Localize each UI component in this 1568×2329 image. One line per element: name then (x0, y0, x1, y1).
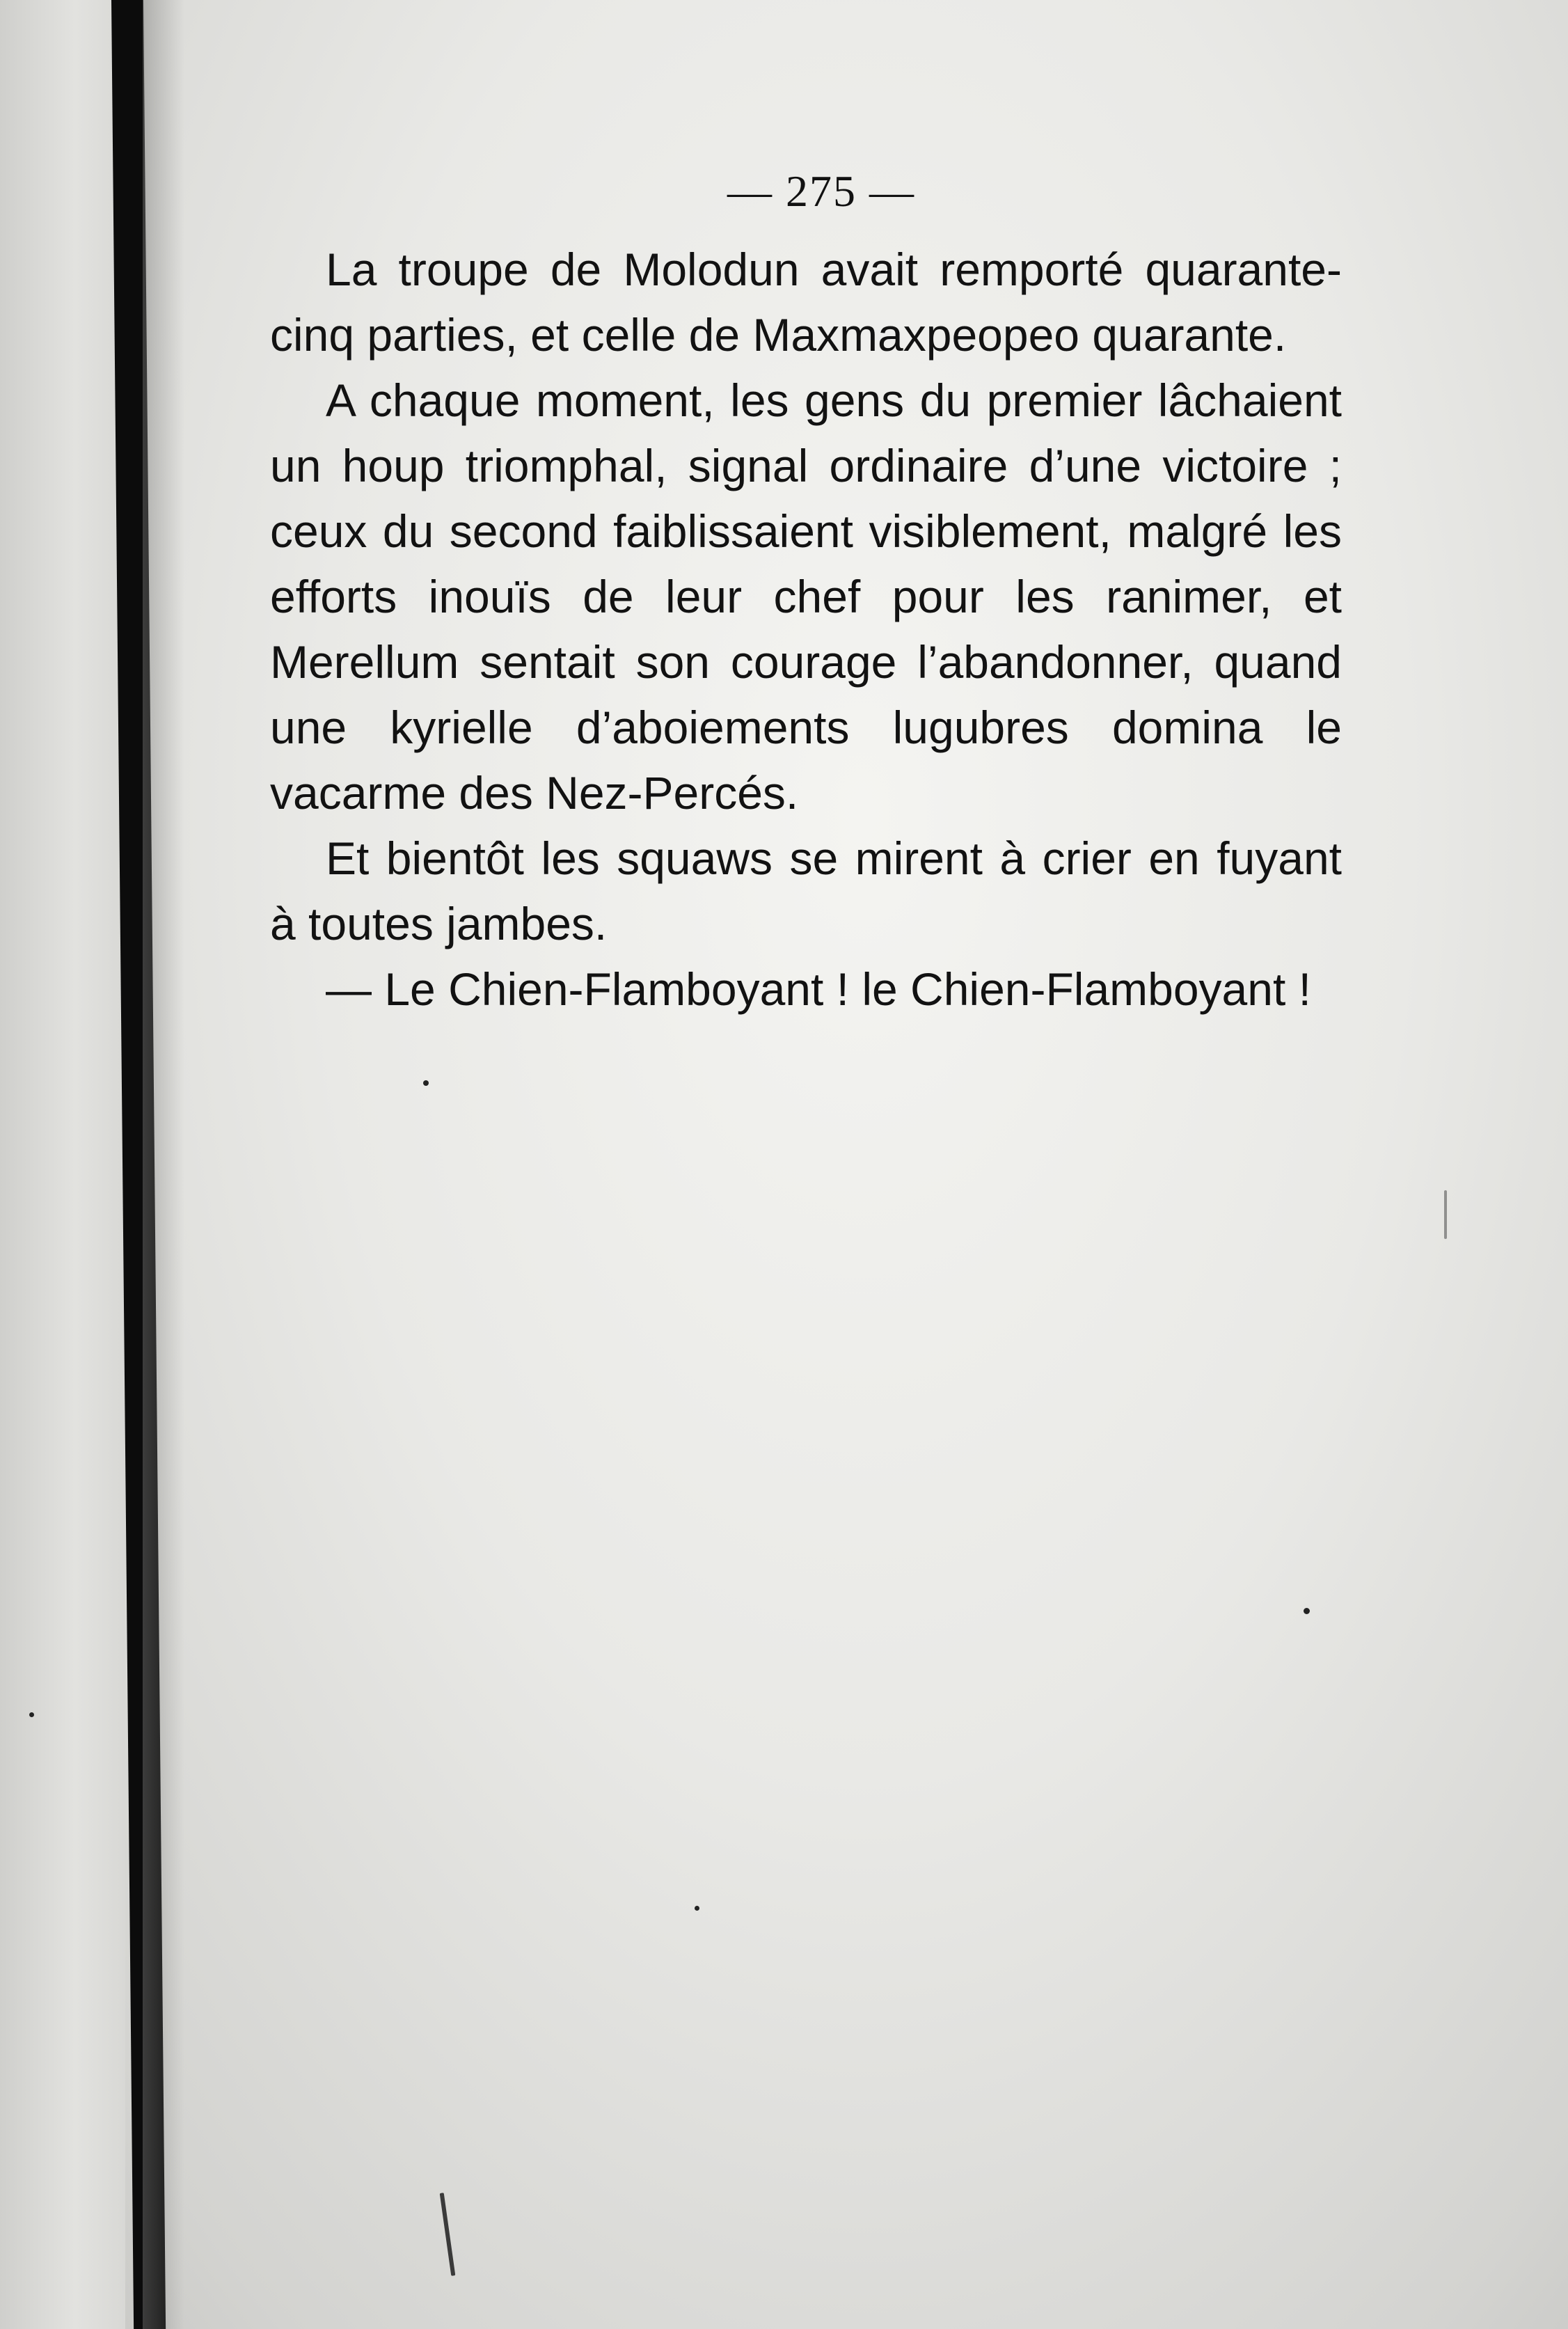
paragraph-3: Et bientôt les squaws se mirent à crier en fuyant à toutes jambes. (270, 832, 1342, 949)
dust-speck (695, 1906, 699, 1911)
paragraph-2: A chaque moment, les gens du premier lâchaient un houp triomphal, signal ordinaire d’une victoire ; ceux du second faiblissaient visiblement, malgré les efforts inouïs de leur chef pour les ranimer, et Merellum sentait son courage l’abandonner, quand une kyrielle d’aboiements lugubres domina le vacarme des Nez-Percés. (270, 374, 1342, 819)
dust-speck (423, 1080, 429, 1086)
body-text (270, 237, 1342, 1022)
binding-shadow (143, 0, 184, 2329)
paragraph-4-dialogue: — Le Chien-Flamboyant ! le Chien-Flamboyant ! (326, 963, 1311, 1015)
dust-speck (1304, 1608, 1310, 1614)
left-margin (0, 0, 125, 2329)
scratch-mark (1444, 1190, 1447, 1239)
paragraph-1: La troupe de Molodun avait remporté quarante-cinq parties, et celle de Maxmaxpeopeo quarante. (270, 244, 1342, 361)
page-number: — 275 — (727, 166, 915, 216)
dust-speck (29, 1712, 34, 1717)
